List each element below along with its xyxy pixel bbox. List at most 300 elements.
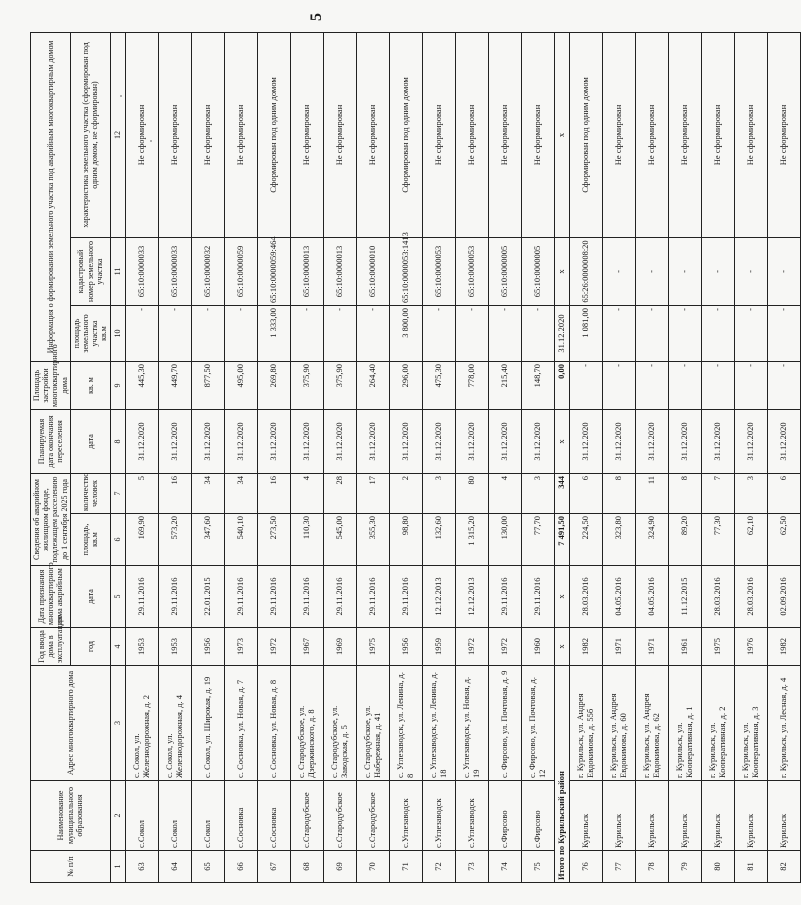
row-date: 04.05.2016 <box>635 566 668 628</box>
row-area: 169,90 <box>125 514 158 566</box>
row-house-area: - <box>767 361 800 409</box>
row-character: Не сформирован <box>323 32 356 237</box>
row-number: 64 <box>158 851 191 883</box>
row-number: 80 <box>701 851 734 883</box>
row-area: 1 315,20 <box>455 514 488 566</box>
rows-section-a <box>125 32 554 882</box>
header-municipality: Наименование муниципального образования <box>31 781 111 851</box>
row-character: Не сформирован <box>158 32 191 237</box>
table-row <box>323 32 356 882</box>
row-land-area: - <box>125 305 158 361</box>
row-date: 29.11.2016 <box>290 566 323 628</box>
total-section <box>554 32 569 882</box>
row-cadastral: 65:10:0000053:1413 <box>389 237 422 305</box>
row-house-area: 877,50 <box>191 361 224 409</box>
row-date: 29.11.2016 <box>521 566 554 628</box>
row-planned-date: 31.12.2020 <box>389 409 422 473</box>
row-cadastral: - <box>701 237 734 305</box>
row-planned-date: 31.12.2020 <box>224 409 257 473</box>
row-house-area: - <box>734 361 767 409</box>
row-land-area: - <box>323 305 356 361</box>
row-municipality: Курильск <box>635 781 668 851</box>
row-land-area: - <box>488 305 521 361</box>
row-planned-date: 31.12.2020 <box>569 409 602 473</box>
table-row <box>635 32 668 882</box>
header-info-group: Сведения об аварийном жилищном фонде, подлежащем расселению до 1 сентября 2025 года <box>31 473 71 565</box>
row-house-area: 475,30 <box>422 361 455 409</box>
row-address: г. Курильск, ул. Кооперативная, д. 2 <box>701 666 734 781</box>
row-date: 29.11.2016 <box>125 566 158 628</box>
row-character: Сформирован под одним домом <box>389 32 422 237</box>
row-address: г. Курильск, ул. Лесная, д. 4 <box>767 666 800 781</box>
row-date: 12.12.2013 <box>422 566 455 628</box>
column-number: 10 <box>110 305 125 361</box>
row-area: 62,50 <box>767 514 800 566</box>
row-cadastral: 65:26:0000008:20 <box>569 237 602 305</box>
row-municipality: с.Сокол <box>158 781 191 851</box>
row-year: 1982 <box>569 628 602 666</box>
row-house-area: 375,90 <box>290 361 323 409</box>
table-header <box>31 32 126 882</box>
row-character: Не сформирован <box>734 32 767 237</box>
column-number: 8 <box>110 409 125 473</box>
header-people: количество человек <box>70 473 110 513</box>
row-number: 68 <box>290 851 323 883</box>
row-house-area: 296,00 <box>389 361 422 409</box>
row-character: Сформирован под одним домом <box>257 32 290 237</box>
row-municipality: Курильск <box>569 781 602 851</box>
row-people: 17 <box>356 473 389 513</box>
row-character: Не сформирован <box>224 32 257 237</box>
row-character: Не сформирован <box>488 32 521 237</box>
header-planned-sub: дата <box>70 409 110 473</box>
row-land-area: 1 333,00 <box>257 305 290 361</box>
row-people: 34 <box>224 473 257 513</box>
row-area: 77,70 <box>521 514 554 566</box>
table-row <box>125 32 158 882</box>
row-planned-date: 31.12.2020 <box>191 409 224 473</box>
scan-speck <box>150 140 152 142</box>
row-year: 1953 <box>125 628 158 666</box>
column-number: 7 <box>110 473 125 513</box>
row-house-area: 215,40 <box>488 361 521 409</box>
row-municipality: с.Стародубское <box>290 781 323 851</box>
row-character: Не сформирован <box>422 32 455 237</box>
row-year: 1967 <box>290 628 323 666</box>
header-house-area: Площадь застройки многоквартирного дома <box>31 361 71 409</box>
column-number: 12 <box>110 32 125 237</box>
row-house-area: 269,80 <box>257 361 290 409</box>
row-people: 6 <box>569 473 602 513</box>
total-date: x <box>554 566 569 628</box>
row-number: 79 <box>668 851 701 883</box>
row-date: 29.11.2016 <box>224 566 257 628</box>
row-cadastral: - <box>602 237 635 305</box>
row-number: 76 <box>569 851 602 883</box>
row-number: 67 <box>257 851 290 883</box>
row-planned-date: 31.12.2020 <box>767 409 800 473</box>
row-people: 7 <box>701 473 734 513</box>
row-character: Сформирован под одним домом <box>569 32 602 237</box>
row-character: Не сформирован <box>191 32 224 237</box>
total-land-area: 31.12.2020 <box>554 305 569 361</box>
row-character: Не сформирован <box>701 32 734 237</box>
row-address: с. Сокол, ул. Железнодорожная, д. 2 <box>125 666 158 781</box>
header-year-sub: год <box>70 628 110 666</box>
row-house-area: 264,40 <box>356 361 389 409</box>
header-character: характеристика земельного участка (сформирован под одним домом, не сформирован) <box>70 32 110 237</box>
row-planned-date: 31.12.2020 <box>734 409 767 473</box>
header-land-area-label: площадь земельного участка <box>71 314 100 353</box>
row-year: 1972 <box>455 628 488 666</box>
row-number: 74 <box>488 851 521 883</box>
row-area: 347,60 <box>191 514 224 566</box>
row-address: г. Курильск, ул. Кооперативная, д. 1 <box>668 666 701 781</box>
row-character: Не сформирован <box>356 32 389 237</box>
row-area: 130,00 <box>488 514 521 566</box>
row-cadastral: - <box>635 237 668 305</box>
row-address: г. Курильск, ул. Андрея Евдокимова, д. 55б <box>569 666 602 781</box>
row-area: 98,80 <box>389 514 422 566</box>
row-cadastral: 65:10:0000032 <box>191 237 224 305</box>
total-character: x <box>554 32 569 237</box>
row-date: 12.12.2013 <box>455 566 488 628</box>
row-land-area: - <box>158 305 191 361</box>
header-address: Адрес многоквартирного дома <box>31 666 111 781</box>
row-people: 80 <box>455 473 488 513</box>
total-row <box>554 32 569 882</box>
total-house-area: 0,00 <box>554 361 569 409</box>
row-planned-date: 31.12.2020 <box>521 409 554 473</box>
table-row <box>158 32 191 882</box>
row-year: 1956 <box>389 628 422 666</box>
row-house-area: - <box>602 361 635 409</box>
row-character: Не сформирован <box>668 32 701 237</box>
row-municipality: Курильск <box>668 781 701 851</box>
row-area: 355,30 <box>356 514 389 566</box>
row-municipality: Курильск <box>602 781 635 851</box>
column-number: 3 <box>110 666 125 781</box>
row-year: 1953 <box>158 628 191 666</box>
table-row <box>602 32 635 882</box>
row-cadastral: 65:10:0000033 <box>125 237 158 305</box>
row-people: 11 <box>635 473 668 513</box>
row-year: 1969 <box>323 628 356 666</box>
row-people: 3 <box>422 473 455 513</box>
row-land-area: - <box>635 305 668 361</box>
row-cadastral: 65:10:0000013 <box>290 237 323 305</box>
total-people: 344 <box>554 473 569 513</box>
row-year: 1975 <box>701 628 734 666</box>
row-land-area: 3 800,00 <box>389 305 422 361</box>
row-people: 3 <box>734 473 767 513</box>
table-row <box>701 32 734 882</box>
row-area: 110,30 <box>290 514 323 566</box>
row-number: 72 <box>422 851 455 883</box>
table-row <box>422 32 455 882</box>
table-row <box>356 32 389 882</box>
row-planned-date: 31.12.2020 <box>125 409 158 473</box>
row-address: с. Сокол, ул. Железнодорожная, д. 4 <box>158 666 191 781</box>
row-municipality: с.Сосновка <box>224 781 257 851</box>
row-people: 6 <box>767 473 800 513</box>
column-number: 5 <box>110 566 125 628</box>
header-date-group: Дата признания многоквартирного дома аварийным <box>31 566 71 628</box>
row-number: 81 <box>734 851 767 883</box>
row-address: с. Углезаводск, ул. Ленина, д. 18 <box>422 666 455 781</box>
row-cadastral: - <box>668 237 701 305</box>
row-municipality: с.Сокол <box>125 781 158 851</box>
row-land-area: - <box>290 305 323 361</box>
scan-speck <box>120 95 122 97</box>
row-number: 75 <box>521 851 554 883</box>
total-area: 7 491,50 <box>554 514 569 566</box>
row-people: 8 <box>668 473 701 513</box>
row-character: Не сформирован <box>455 32 488 237</box>
row-number: 63 <box>125 851 158 883</box>
row-house-area: - <box>668 361 701 409</box>
row-area: 273,50 <box>257 514 290 566</box>
total-planned: x <box>554 409 569 473</box>
row-planned-date: 31.12.2020 <box>455 409 488 473</box>
row-area: 540,10 <box>224 514 257 566</box>
row-land-area: - <box>356 305 389 361</box>
table-row <box>257 32 290 882</box>
row-municipality: с.Стародубское <box>356 781 389 851</box>
row-date: 04.05.2016 <box>602 566 635 628</box>
row-area: 77,30 <box>701 514 734 566</box>
total-label: Итого по Курильский район <box>554 666 569 883</box>
row-house-area: 148,70 <box>521 361 554 409</box>
row-address: с. Стародубское, ул. Набережная, д. 41 <box>356 666 389 781</box>
row-people: 4 <box>290 473 323 513</box>
row-house-area: - <box>635 361 668 409</box>
row-character: Не сформирован <box>602 32 635 237</box>
table-row <box>569 32 602 882</box>
header-house-area-unit: кв. м <box>70 361 110 409</box>
row-address: с. Углезаводск, ул. Новая, д. 19 <box>455 666 488 781</box>
row-date: 29.11.2016 <box>389 566 422 628</box>
row-number: 82 <box>767 851 800 883</box>
row-land-area: - <box>224 305 257 361</box>
row-planned-date: 31.12.2020 <box>701 409 734 473</box>
row-land-area: - <box>422 305 455 361</box>
total-cadastral: x <box>554 237 569 305</box>
header-land-group: Информация о формировании земельного участка под аварийным многоквартирным домом <box>31 32 71 361</box>
row-land-area: 1 081,00 <box>569 305 602 361</box>
row-people: 16 <box>158 473 191 513</box>
row-year: 1956 <box>191 628 224 666</box>
row-date: 29.11.2016 <box>323 566 356 628</box>
row-year: 1975 <box>356 628 389 666</box>
row-planned-date: 31.12.2020 <box>422 409 455 473</box>
row-date: 28.03.2016 <box>569 566 602 628</box>
row-land-area: - <box>701 305 734 361</box>
row-cadastral: - <box>734 237 767 305</box>
row-address: г. Курильск, ул. Кооперативная, д. 3 <box>734 666 767 781</box>
row-character: Не сформирован <box>290 32 323 237</box>
row-people: 2 <box>389 473 422 513</box>
row-cadastral: 65:10:0000010 <box>356 237 389 305</box>
row-municipality: с.Фирсово <box>521 781 554 851</box>
table-row <box>290 32 323 882</box>
row-address: с. Стародубское, ул. Заводская, д. 5 <box>323 666 356 781</box>
header-date-sub: дата <box>70 566 110 628</box>
row-year: 1960 <box>521 628 554 666</box>
row-year: 1976 <box>734 628 767 666</box>
row-planned-date: 31.12.2020 <box>602 409 635 473</box>
row-planned-date: 31.12.2020 <box>635 409 668 473</box>
row-area: 132,60 <box>422 514 455 566</box>
row-land-area: - <box>602 305 635 361</box>
row-people: 16 <box>257 473 290 513</box>
row-address: с. Фирсово, ул. Почтовая, д. 9 <box>488 666 521 781</box>
row-number: 66 <box>224 851 257 883</box>
row-address: с. Фирсово, ул. Почтовая, д. 12 <box>521 666 554 781</box>
row-date: 28.03.2016 <box>734 566 767 628</box>
row-date: 29.11.2016 <box>356 566 389 628</box>
row-people: 5 <box>125 473 158 513</box>
row-cadastral: 65:10:0000005 <box>488 237 521 305</box>
header-area: площадь, кв.м <box>70 514 110 566</box>
row-people: 34 <box>191 473 224 513</box>
header-num: № п/п <box>31 851 111 883</box>
table-row <box>521 32 554 882</box>
table-row <box>455 32 488 882</box>
row-number: 65 <box>191 851 224 883</box>
row-number: 78 <box>635 851 668 883</box>
row-date: 22.01.2015 <box>191 566 224 628</box>
column-number: 6 <box>110 514 125 566</box>
row-date: 29.11.2016 <box>257 566 290 628</box>
row-address: с. Углезаводск, ул. Ленина, д. 8 <box>389 666 422 781</box>
row-planned-date: 31.12.2020 <box>488 409 521 473</box>
row-house-area: 449,70 <box>158 361 191 409</box>
row-address: г. Курильск, ул. Андрея Евдокимова, д. 62 <box>635 666 668 781</box>
row-address: г. Курильск, ул. Андрея Евдокимова, д. 60 <box>602 666 635 781</box>
row-people: 3 <box>521 473 554 513</box>
total-year: x <box>554 628 569 666</box>
row-date: 29.11.2016 <box>158 566 191 628</box>
header-cadastral: кадастровый номер земельного участка <box>70 237 110 305</box>
column-number: 9 <box>110 361 125 409</box>
row-character: Не сформирован <box>767 32 800 237</box>
row-cadastral: 65:10:0000053 <box>422 237 455 305</box>
rows-section-b <box>569 32 800 882</box>
table-row <box>668 32 701 882</box>
row-municipality: с.Углезаводск <box>389 781 422 851</box>
row-cadastral: 65:10:0000005 <box>521 237 554 305</box>
row-number: 73 <box>455 851 488 883</box>
row-municipality: с.Сосновка <box>257 781 290 851</box>
row-date: 29.11.2016 <box>488 566 521 628</box>
table-row <box>389 32 422 882</box>
row-number: 70 <box>356 851 389 883</box>
row-area: 573,20 <box>158 514 191 566</box>
row-address: с. Стародубское, ул. Дзержинского, д. 8 <box>290 666 323 781</box>
row-municipality: Курильск <box>701 781 734 851</box>
column-number: 4 <box>110 628 125 666</box>
row-land-area: - <box>668 305 701 361</box>
row-area: 323,80 <box>602 514 635 566</box>
header-year: Год ввода дома в эксплуатацию <box>31 628 71 666</box>
column-number: 1 <box>110 851 125 883</box>
row-address: с. Сокол, ул. Широкая, д. 19 <box>191 666 224 781</box>
row-area: 545,00 <box>323 514 356 566</box>
row-land-area: - <box>767 305 800 361</box>
row-land-area: - <box>455 305 488 361</box>
page-number: 5 <box>308 13 325 21</box>
column-number: 2 <box>110 781 125 851</box>
row-planned-date: 31.12.2020 <box>257 409 290 473</box>
row-number: 77 <box>602 851 635 883</box>
row-cadastral: 65:10:0000033 <box>158 237 191 305</box>
row-year: 1982 <box>767 628 800 666</box>
row-house-area: 495,00 <box>224 361 257 409</box>
row-planned-date: 31.12.2020 <box>158 409 191 473</box>
column-number-row <box>110 32 125 882</box>
row-planned-date: 31.12.2020 <box>323 409 356 473</box>
row-land-area: - <box>734 305 767 361</box>
row-area: 324,90 <box>635 514 668 566</box>
row-date: 11.12.2015 <box>668 566 701 628</box>
row-planned-date: 31.12.2020 <box>290 409 323 473</box>
row-land-area: - <box>521 305 554 361</box>
row-people: 28 <box>323 473 356 513</box>
header-planned-group: Планируемая дата окончания переселения <box>31 409 71 473</box>
row-year: 1971 <box>602 628 635 666</box>
header-land-area <box>70 305 110 361</box>
row-date: 28.03.2016 <box>701 566 734 628</box>
row-year: 1961 <box>668 628 701 666</box>
row-house-area: - <box>701 361 734 409</box>
row-municipality: Курильск <box>734 781 767 851</box>
row-people: 4 <box>488 473 521 513</box>
row-house-area: 778,00 <box>455 361 488 409</box>
row-house-area: 445,30 <box>125 361 158 409</box>
column-number: 11 <box>110 237 125 305</box>
row-house-area: 375,90 <box>323 361 356 409</box>
row-cadastral: - <box>767 237 800 305</box>
header-land-area-unit: кв.м <box>99 326 109 341</box>
row-municipality: с.Стародубское <box>323 781 356 851</box>
row-address: с. Сосновка, ул. Новая, д. 7 <box>224 666 257 781</box>
row-planned-date: 31.12.2020 <box>356 409 389 473</box>
row-character: Не сформирован <box>635 32 668 237</box>
document-frame <box>30 33 788 883</box>
row-municipality: с.Углезаводск <box>455 781 488 851</box>
row-municipality: Курильск <box>767 781 800 851</box>
row-year: 1971 <box>635 628 668 666</box>
row-character: Не сформирован <box>521 32 554 237</box>
rotated-table-container <box>30 33 788 883</box>
row-house-area: - <box>569 361 602 409</box>
row-date: 02.09.2016 <box>767 566 800 628</box>
row-address: с. Сосновка, ул. Новая, д. 8 <box>257 666 290 781</box>
row-planned-date: 31.12.2020 <box>668 409 701 473</box>
row-cadastral: 65:10:0000059 <box>224 237 257 305</box>
row-area: 224,50 <box>569 514 602 566</box>
row-year: 1972 <box>488 628 521 666</box>
row-area: 62,10 <box>734 514 767 566</box>
row-municipality: с.Углезаводск <box>422 781 455 851</box>
row-number: 71 <box>389 851 422 883</box>
row-cadastral: 65:10:0000059:464 <box>257 237 290 305</box>
row-people: 8 <box>602 473 635 513</box>
table-row <box>734 32 767 882</box>
table-row <box>767 32 800 882</box>
table-row <box>488 32 521 882</box>
